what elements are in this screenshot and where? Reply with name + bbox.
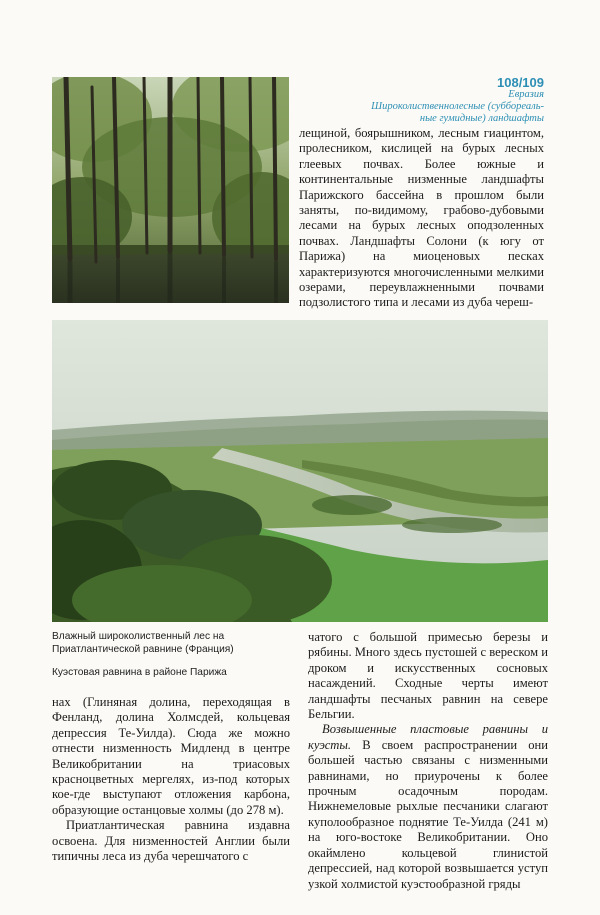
page-number: 108/109: [497, 75, 544, 90]
section-title-line-2: ные гумидные) ландшафты: [419, 113, 544, 124]
page-header: [300, 77, 544, 125]
paragraph-left-1: нах (Глиняная долина, переходящая в Фенланд, долина Холмсдей, кольцевая депрессия Те-Уилда). Сюда же можно отнести низменность Мидленд в центре Великобритании на триасовых красноцветных мергелях, из-под которых кое-где выступают отложения карбона, образующие останцовые холмы (до 278 м).: [52, 695, 290, 817]
paragraph-left-2: Приатлантическая равнина издавна освоена. Для низменностей Англии были типичны леса из дуба черешчатого с: [52, 818, 290, 864]
caption-plain: Куэстовая равнина в районе Парижа: [52, 667, 227, 678]
subsection-heading: Возвышенные пластовые равнины и куэсты.: [308, 722, 548, 752]
section-title: [300, 101, 544, 125]
caption-forest: Влажный широколиственный лес на Приатлантической равнине (Франция): [52, 631, 234, 655]
forest-photo: [52, 77, 289, 303]
text-column-bottom-right: [308, 630, 548, 892]
region-label: Евразия: [508, 89, 544, 100]
section-title-line-1: Широколиственнолесные (суббореаль-: [371, 101, 544, 112]
paragraph-top: лещиной, боярышником, лесным гиацинтом, пролесником, кислицей на бурых лесных глеевых почвах. Более южные и континентальные низменные ландшафты Парижского бассейна в прошлом были заняты, по-видимому, грабово-дубовыми лесами на бурых лесных оподзоленных почвах. Ландшафты Солони (к югу от Парижа) на миоценовых песках характеризуются многочисленными мелкими озерами, переувлажненными почвами подзолистого типа и лесами из дуба череш-: [299, 126, 544, 310]
text-column-top-right: [299, 126, 544, 311]
paragraph-right-1: чатого с большой примесью березы и рябины. Много здесь пустошей с вереском и дроком и искусственных сосновых насаждений. Сходные черты имеют ландшафты песчаных равнин на севере Бельгии.: [308, 630, 548, 722]
plain-photo: [52, 320, 548, 622]
text-column-bottom-left: [52, 695, 290, 864]
paragraph-right-2-body: В своем распространении они большей частью связаны с низменными равнинами, но приурочены к более прочным осадочным породам. Нижнемеловые рыхлые песчаники слагают куполообразное поднятие Те-Уилда (241 м) на юго-востоке Великобритании. Оно окаймлено кольцевой глинистой депрессией, над которой возвышается уступ узкой холмистой куэстообразной гряды: [308, 737, 548, 891]
paragraph-right-2: [308, 722, 548, 891]
